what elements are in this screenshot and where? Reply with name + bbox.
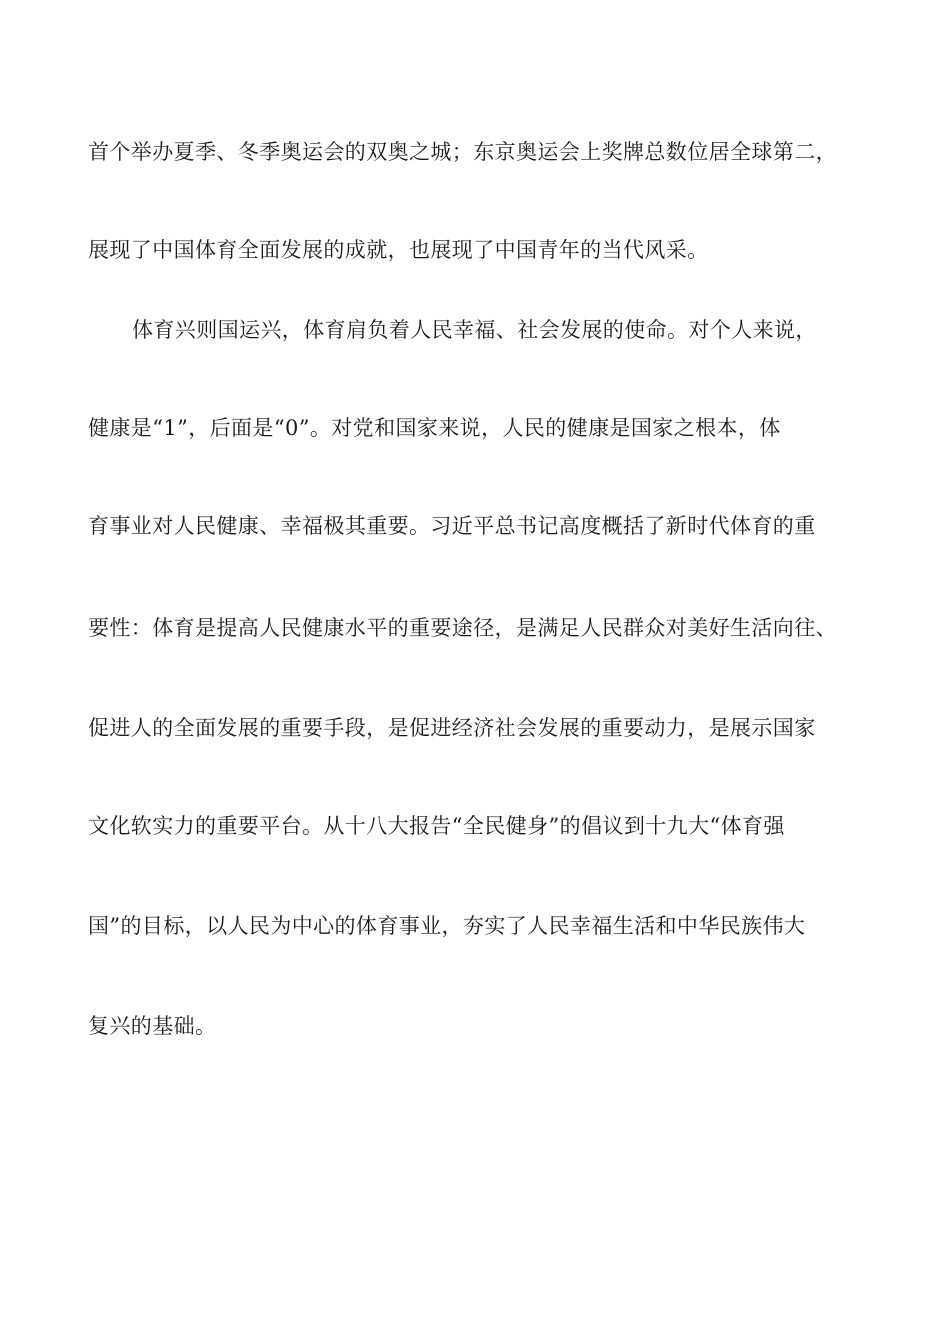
text-line-9: 国”的目标，以人民为中心的体育事业，夯实了人民幸福生活和中华民族伟大 <box>88 914 806 938</box>
text-line-8: 文化软实力的重要平台。从十八大报告“全民健身”的倡议到十九大“体育强 <box>88 814 785 838</box>
text-line-5: 育事业对人民健康、幸福极其重要。习近平总书记高度概括了新时代体育的重 <box>88 514 816 538</box>
text-line-2: 展现了中国体育全面发展的成就，也展现了中国青年的当代风采。 <box>88 238 709 262</box>
text-line-4: 健康是“1”，后面是“0”。对党和国家来说，人民的健康是国家之根本，体 <box>88 416 781 440</box>
text-line-6: 要性：体育是提高人民健康水平的重要途径，是满足人民群众对美好生活向往、 <box>88 616 837 640</box>
text-line-1: 首个举办夏季、冬季奥运会的双奥之城；东京奥运会上奖牌总数位居全球第二， <box>88 140 837 164</box>
text-line-10: 复兴的基础。 <box>88 1014 217 1038</box>
paragraph-first-line: 体育兴则国运兴，体育肩负着人民幸福、社会发展的使命。对个人来说， <box>132 318 817 342</box>
text-line-7: 促进人的全面发展的重要手段，是促进经济社会发展的重要动力，是展示国家 <box>88 716 816 740</box>
